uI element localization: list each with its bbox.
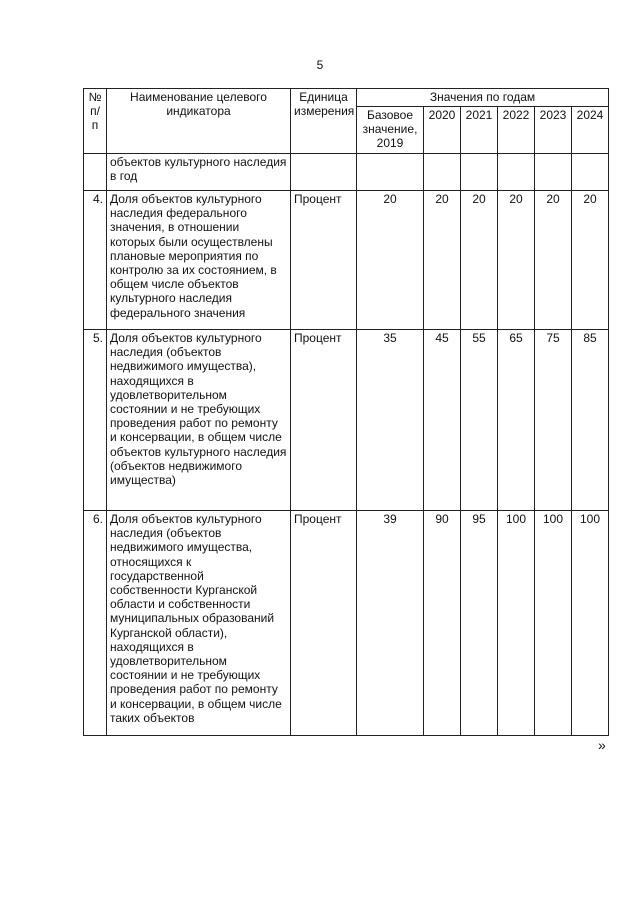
indicators-table [83,88,609,736]
header-values-group: Значения по годам [357,89,609,107]
row-num: 4. [84,191,107,330]
row-unit: Процент [291,330,357,511]
continuation-cell [498,154,535,191]
continuation-cell [461,154,498,191]
row-value-2021: 95 [461,511,498,736]
table-row [84,191,609,330]
table-row [84,511,609,736]
header-year-2021: 2021 [461,107,498,154]
row-num: 6. [84,511,107,736]
header-name: Наименование целевого индикатора [107,89,291,154]
row-unit: Процент [291,511,357,736]
header-year-2024: 2024 [572,107,609,154]
row-value-2022: 65 [498,330,535,511]
row-base-value: 39 [357,511,424,736]
continuation-cell [572,154,609,191]
row-value-2024: 100 [572,511,609,736]
table-row [84,330,609,511]
row-value-2021: 55 [461,330,498,511]
header-row-1 [84,89,609,107]
header-base: Базовое значение, 2019 [357,107,424,154]
row-value-2020: 20 [424,191,461,330]
row-value-2023: 20 [535,191,572,330]
continuation-name-cell: объектов культурного наследия в год [107,154,291,191]
header-year-2022: 2022 [498,107,535,154]
row-name: Доля объектов культурного наследия (объектов недвижимого имущества, относящихся к государственной собственности Курганской области и собственности муниципальных образований Курганской области), находящихся в удовлетворительном состоянии и не требующих проведения работ по ремонту и консервации, в общем числе таких объектов [107,511,291,736]
continuation-cell [535,154,572,191]
continuation-cell [424,154,461,191]
row-unit: Процент [291,191,357,330]
row-value-2022: 20 [498,191,535,330]
header-unit: Единица измерения [291,89,357,154]
row-value-2021: 20 [461,191,498,330]
row-value-2024: 85 [572,330,609,511]
page-number: 5 [316,58,324,72]
row-name: Доля объектов культурного наследия (объектов недвижимого имущества), находящихся в удовлетворительном состоянии и не требующих проведения работ по ремонту и консервации, в общем числе объектов культурного наследия (объектов недвижимого имущества) [107,330,291,511]
row-value-2023: 100 [535,511,572,736]
row-value-2023: 75 [535,330,572,511]
continuation-unit-cell [291,154,357,191]
closing-quote: » [598,737,606,753]
row-value-2024: 20 [572,191,609,330]
table-row-continuation [84,154,609,191]
row-value-2022: 100 [498,511,535,736]
row-name: Доля объектов культурного наследия федерального значения, в отношении которых были осуществлены плановые мероприятия по контролю за их состоянием, в общем числе объектов культурного наследия федерального значения [107,191,291,330]
header-year-2023: 2023 [535,107,572,154]
continuation-base-cell [357,154,424,191]
row-base-value: 35 [357,330,424,511]
row-num: 5. [84,330,107,511]
continuation-num-cell [84,154,107,191]
header-num: № п/п [84,89,107,154]
row-value-2020: 45 [424,330,461,511]
row-value-2020: 90 [424,511,461,736]
row-base-value: 20 [357,191,424,330]
header-year-2020: 2020 [424,107,461,154]
